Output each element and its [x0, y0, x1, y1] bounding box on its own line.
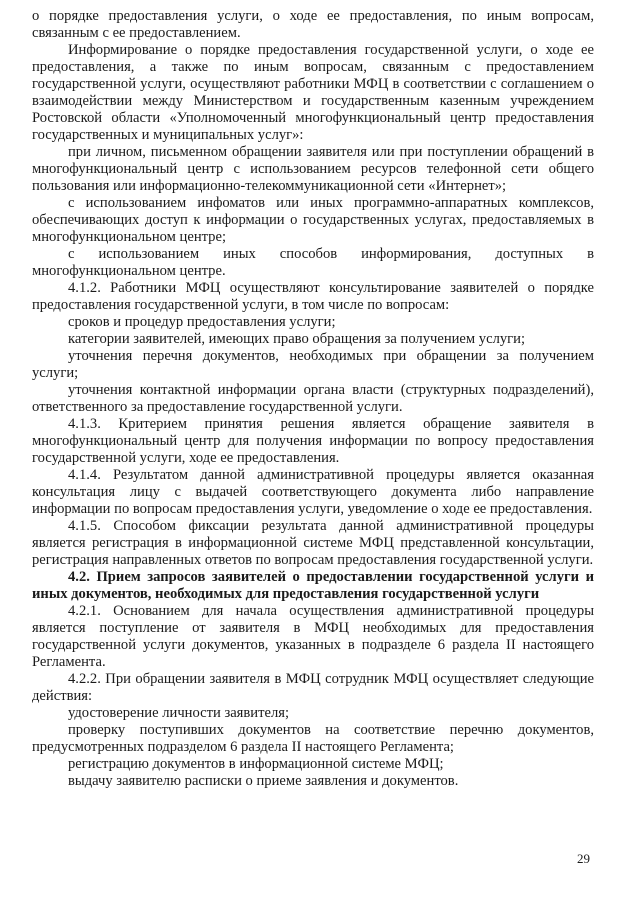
list-item-register-documents: регистрацию документов в информационной системе МФЦ; — [68, 756, 444, 772]
paragraph-4-1-5: 4.1.5. Способом фиксации результата данной административной процедуры является регистрация в информационной системе МФЦ представленной консультации, регистрация направленных ответов по вопросам предоставления государственной услуги. — [32, 518, 594, 568]
paragraph-personal-request: при личном, письменном обращении заявителя или при поступлении обращений в многофункциональный центр с использованием ресурсов телефонной сети общего пользования или информационно-телекоммуникационной сети «Интернет»; — [32, 144, 594, 194]
paragraph-informing: Информирование о порядке предоставления государственной услуги, о ходе ее предоставления, а также по иным вопросам, связанным с предоставлением государственной услуги, осуществляют работники МФЦ в соответствии с соглашением о взаимодействии между Министерством и государственным казенным учреждением Ростовской области «Уполномоченный многофункциональный центр предоставления государственных и муниципальных услуг»: — [32, 42, 594, 143]
paragraph-infomats: с использованием инфоматов или иных программно-аппаратных комплексов, обеспечивающих доступ к информации о государственных услугах, предоставляемых в многофункциональном центре; — [32, 195, 594, 245]
paragraph-4-1-2: 4.1.2. Работники МФЦ осуществляют консультирование заявителей о порядке предоставления государственной услуги, в том числе по вопросам: — [32, 280, 594, 313]
paragraph-4-1-3: 4.1.3. Критерием принятия решения является обращение заявителя в многофункциональный центр для получения информации по вопросу предоставления государственной услуги, ходе ее предоставления. — [32, 416, 594, 466]
page-body — [32, 8, 594, 790]
paragraph-4-2-2: 4.2.2. При обращении заявителя в МФЦ сотрудник МФЦ осуществляет следующие действия: — [32, 671, 594, 704]
list-item-check-documents: проверку поступивших документов на соответствие перечню документов, предусмотренных подразделом 6 раздела II настоящего Регламента; — [32, 722, 594, 755]
list-item-categories: категории заявителей, имеющих право обращения за получением услуги; — [68, 331, 526, 347]
list-item-documents: уточнения перечня документов, необходимых при обращении за получением услуги; — [32, 348, 594, 381]
list-item-terms: сроков и процедур предоставления услуги; — [68, 314, 336, 330]
paragraph-other-methods: с использованием иных способов информирования, доступных в многофункциональном центре. — [32, 246, 594, 279]
section-heading-4-2: 4.2. Прием запросов заявителей о предоставлении государственной услуги и иных документов, необходимых для предоставления государственной услуги — [32, 569, 594, 602]
paragraph-4-2-1: 4.2.1. Основанием для начала осуществления административной процедуры является поступление от заявителя в МФЦ необходимых для предоставления государственной услуги документов, указанных в подразделе 6 раздела II настоящего Регламента. — [32, 603, 594, 670]
page-number: 29 — [577, 851, 590, 866]
paragraph-continuation: о порядке предоставления услуги, о ходе ее предоставления, по иным вопросам, связанным с ее предоставлением. — [32, 8, 594, 41]
list-item-identity: удостоверение личности заявителя; — [68, 705, 290, 721]
list-item-contacts: уточнения контактной информации органа власти (структурных подразделений), ответственного за предоставление государственной услуги. — [32, 382, 594, 415]
list-item-receipt: выдачу заявителю расписки о приеме заявления и документов. — [68, 773, 459, 789]
paragraph-4-1-4: 4.1.4. Результатом данной административной процедуры является оказанная консультация лицу с выдачей соответствующего документа либо направление информации по вопросам предоставления услуги, уведомление о ходе ее предоставления. — [32, 467, 594, 517]
